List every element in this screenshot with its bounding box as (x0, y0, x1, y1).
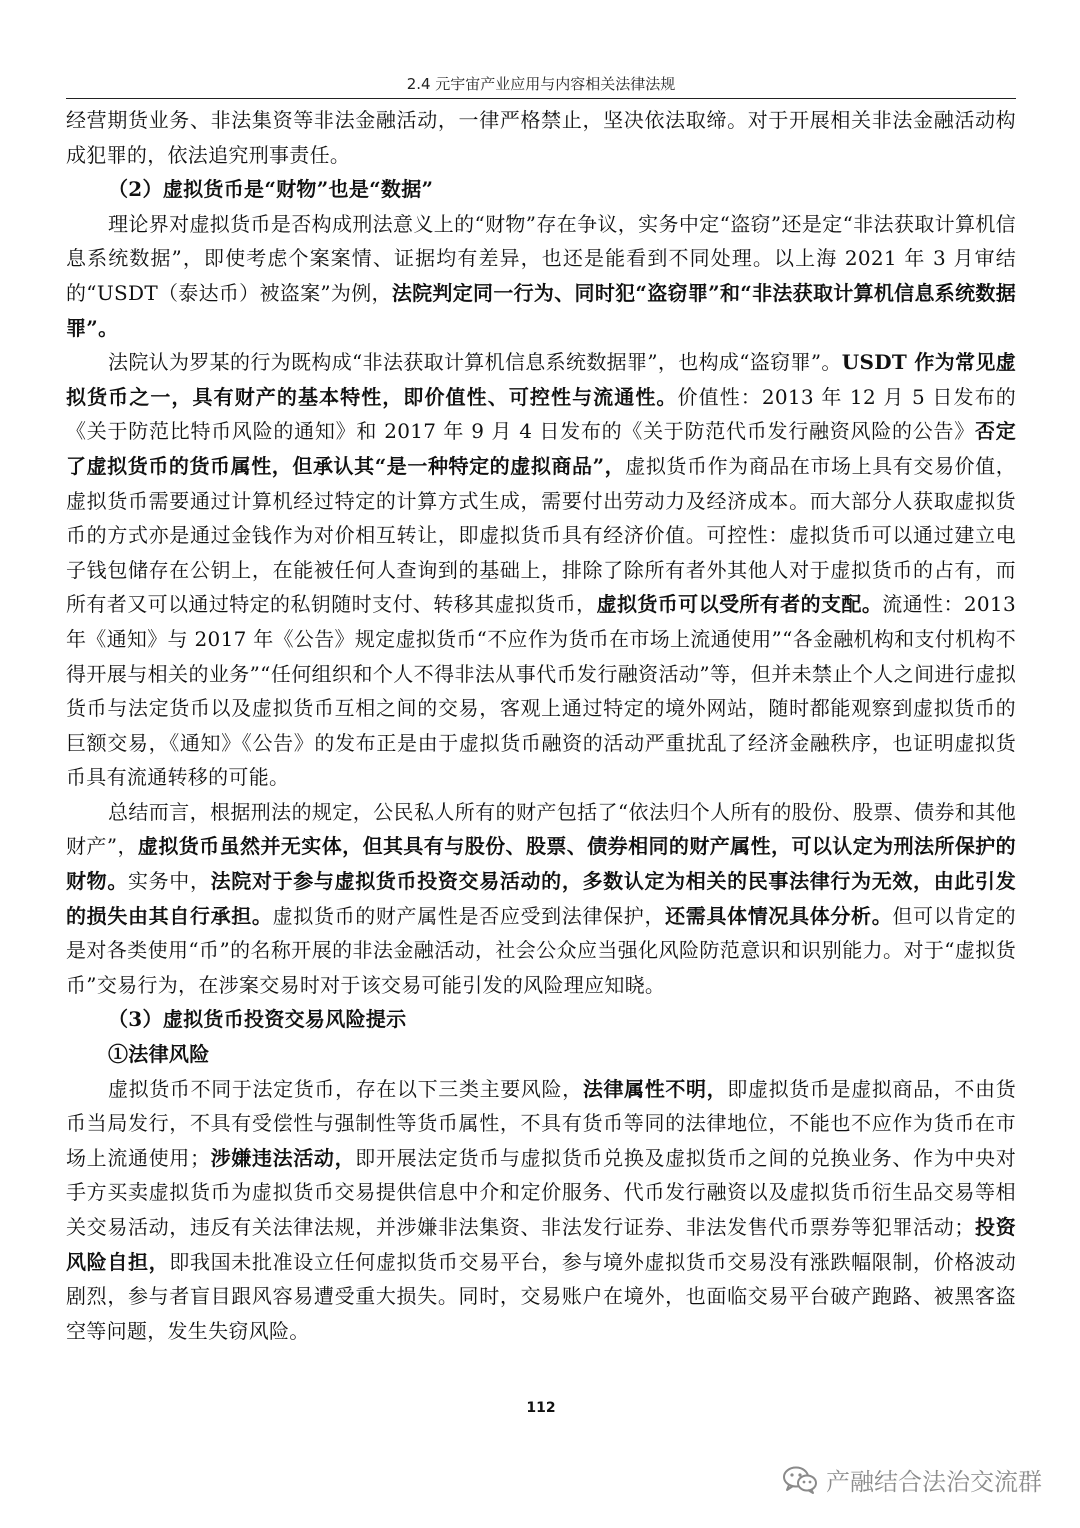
bold-run: 法院对于参与虚拟货币投资交易活动的，多数认定为相关的民事法律行为无效，由此引发的损失由其自行承担。 (66, 869, 1016, 928)
paragraph (66, 345, 1016, 795)
text-run: 实务中， (127, 869, 211, 894)
page-number: 112 (526, 1400, 556, 1416)
bold-run: 还需具体情况具体分析。 (665, 903, 893, 928)
bold-run: USDT 作为常见虚拟货币之一，具有财产的基本特性，即价值性、可控性与流通性。 (66, 350, 1016, 409)
bold-run: 涉嫌违法活动， (210, 1145, 356, 1170)
bold-run: 否定了虚拟货币的货币属性，但承认其“是一种特定的虚拟商品”， (66, 419, 1016, 478)
paragraph (66, 1072, 1016, 1349)
text-run: 虚拟货币不同于法定货币，存在以下三类主要风险， (108, 1076, 583, 1101)
text-run: 价值性：2013 年 12 月 5 日发布的《关于防范比特币风险的通知》和 2017 年 9 月 4 日发布的《关于防范代币发行融资风险的公告》 (66, 384, 1016, 444)
heading-text: （2）虚拟货币是“财物”也是“数据” (108, 177, 434, 202)
text-run: 虚拟货币作为商品在市场上具有交易价值，虚拟货币需要通过计算机经过特定的计算方式生成，需要付出劳动力及经济成本。而大部分人获取虚拟货币的方式亦是通过金钱作为对价相互转让，即虚拟货币具有经济价值。可控性：虚拟货币可以通过建立电子钱包储存在公钥上，在能被任何人查询到的基础上，排除了除所有者外其他人对于虚拟货币的占有，而所有者又可以通过特定的私钥随时支付、转移其虚拟货币， (66, 453, 1016, 617)
body-text (66, 103, 1016, 1348)
heading-text: ①法律风险 (108, 1042, 210, 1067)
subsection-heading (66, 1037, 1016, 1072)
text-run: 经营期货业务、非法集资等非法金融活动，一律严格禁止，坚决依法取缔。对于开展相关非法金融活动构成犯罪的，依法追究刑事责任。 (66, 108, 1016, 167)
bold-run: 投资风险自担， (66, 1215, 1016, 1274)
header-rule (66, 98, 1016, 99)
text-run: 法院认为罗某的行为既构成“非法获取计算机信息系统数据罪”，也构成“盗窃罪”。 (108, 350, 842, 375)
section-heading (66, 1002, 1016, 1037)
text-run: 即我国未批准设立任何虚拟货币交易平台，参与境外虚拟货币交易没有涨跌幅限制，价格波动剧烈，参与者盲目跟风容易遭受重大损失。同时，交易账户在境外，也面临交易平台破产跑路、被黑客盗空等问题，发生失窃风险。 (66, 1249, 1017, 1343)
bold-run: 法院判定同一行为、同时犯“盗窃罪”和“非法获取计算机信息系统数据罪”。 (66, 280, 1016, 340)
bold-run: 法律属性不明， (582, 1076, 728, 1101)
heading-text: （3）虚拟货币投资交易风险提示 (108, 1007, 407, 1032)
paragraph (66, 103, 1016, 172)
bold-run: 虚拟货币虽然并无实体，但其具有与股份、股票、债券相同的财产属性，可以认定为刑法所保护的财物。 (66, 834, 1016, 894)
page-header: 2.4 元宇宙产业应用与内容相关法律法规 (406, 75, 676, 93)
paragraph (66, 207, 1016, 345)
text-run: 总结而言，根据刑法的规定，公民私人所有的财产包括了“依法归个人所有的股份、股票、债券和其他财产”， (66, 799, 1016, 859)
paragraph (66, 795, 1016, 1003)
section-heading (66, 172, 1016, 207)
text-run: 即开展法定货币与虚拟货币兑换及虚拟货币之间的兑换业务、作为中央对手方买卖虚拟货币为虚拟货币交易提供信息中介和定价服务、代币发行融资以及虚拟货币衍生品交易等相关交易活动，违反有关法律法规，并涉嫌非法集资、非法发行证券、非法发售代币票券等犯罪活动； (66, 1145, 1016, 1239)
text-run: 虚拟货币的财产属性是否应受到法律保护， (272, 903, 666, 928)
text-run: 即虚拟货币是虚拟商品，不由货币当局发行，不具有受偿性与强制性等货币属性，不具有货币等同的法律地位，不能也不应作为货币在市场上流通使用； (66, 1076, 1016, 1170)
bold-run: 虚拟货币可以受所有者的支配。 (596, 592, 883, 617)
watermark (782, 1462, 1042, 1497)
wechat-icon (782, 1465, 818, 1495)
text-run: 流通性：2013 年《通知》与 2017 年《公告》规定虚拟货币“不应作为货币在市场上流通使用”“各金融机构和支付机构不得开展与相关的业务”“任何组织和个人不得非法从事代币发行融资活动”等，但并未禁止个人之间进行虚拟货币与法定货币以及虚拟货币互相之间的交易，客观上通过特定的境外网站，随时都能观察到虚拟货币的巨额交易，《通知》《公告》的发布正是由于虚拟货币融资的活动严重扰乱了经济金融秩序，也证明虚拟货币具有流通转移的可能。 (66, 592, 1016, 790)
text-run: 但可以肯定的是对各类使用“币”的名称开展的非法金融活动，社会公众应当强化风险防范意识和识别能力。对于“虚拟货币”交易行为，在涉案交易时对于该交易可能引发的风险理应知晓。 (66, 903, 1016, 997)
watermark-text: 产融结合法治交流群 (826, 1468, 1042, 1496)
text-run: 理论界对虚拟货币是否构成刑法意义上的“财物”存在争议，实务中定“盗窃”还是定“非法获取计算机信息系统数据”，即使考虑个案案情、证据均有差异，也还是能看到不同处理。以上海 2021 年 3 月审结的“USDT（泰达币）被盗案”为例， (66, 211, 1016, 305)
